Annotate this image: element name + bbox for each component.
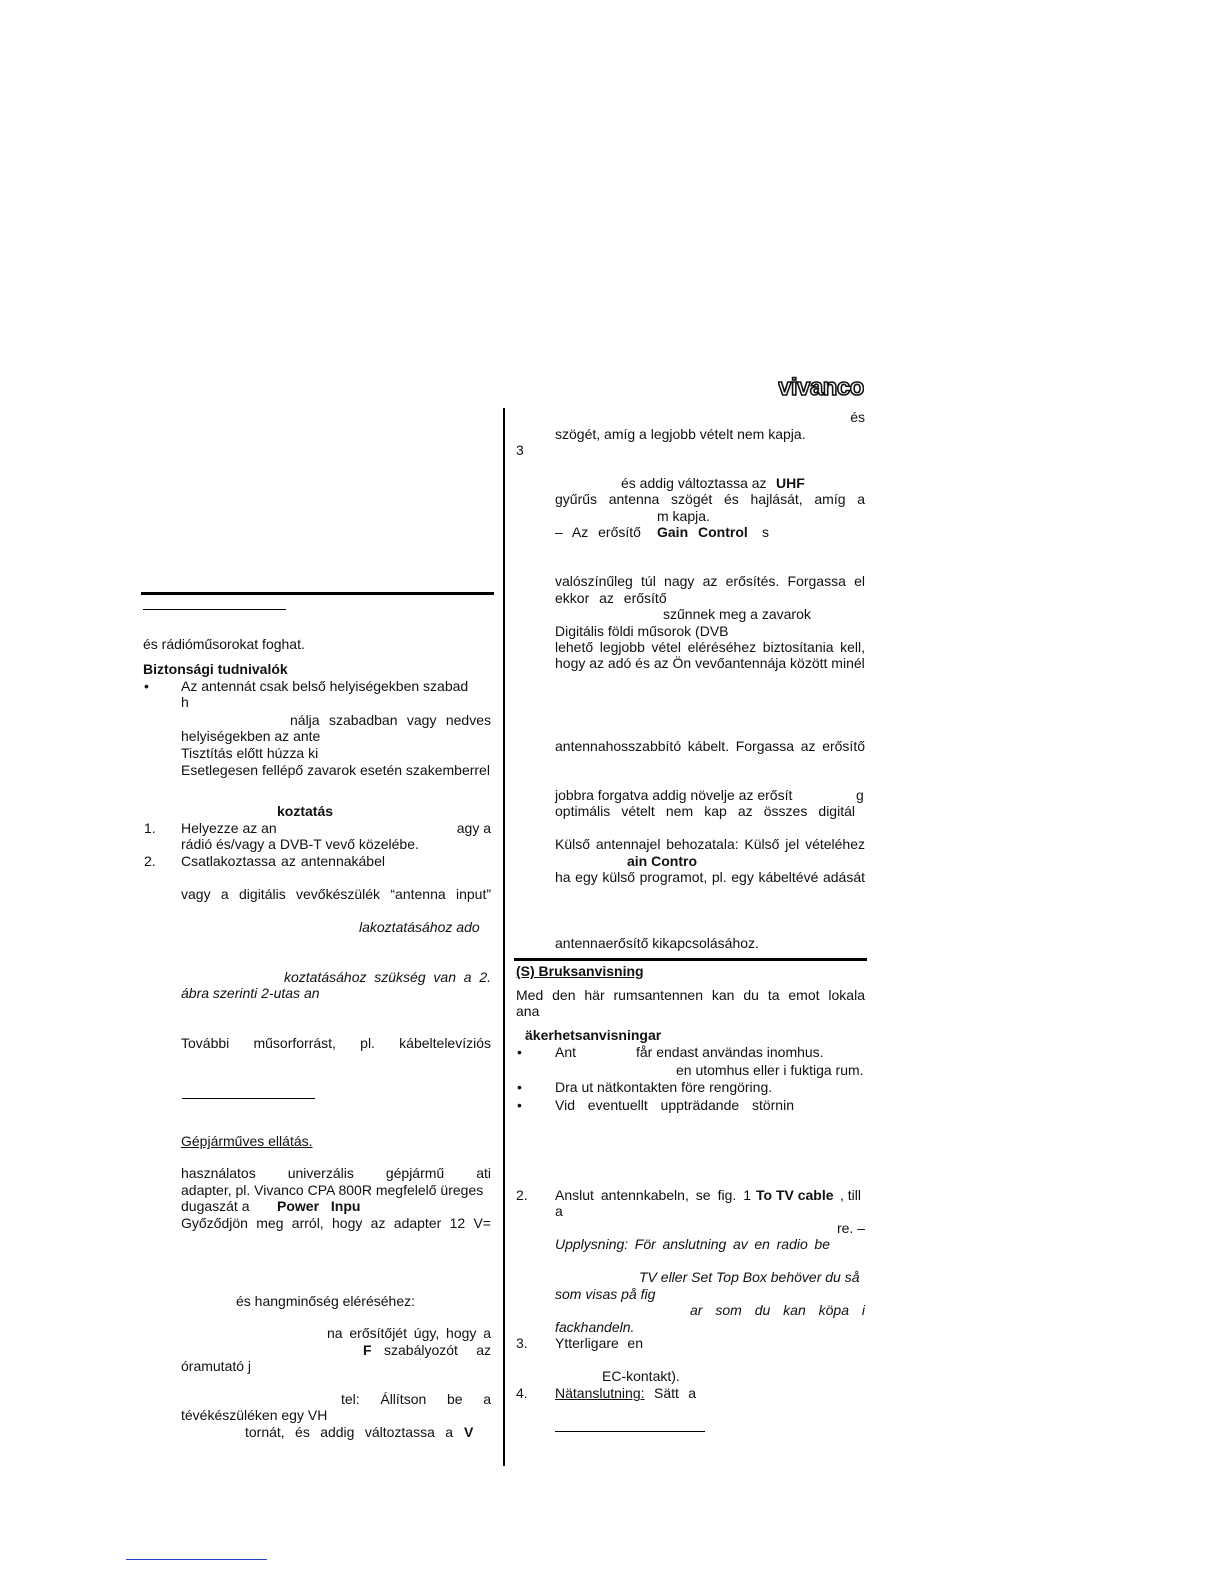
safety-text: nálja szabadban vagy nedves [290, 712, 491, 728]
safety-text: h [181, 694, 189, 710]
swedish-text: som visas på fig [555, 1286, 656, 1302]
left-mid-rule [182, 1098, 315, 1099]
right-text: antennaerősítő kikapcsolásához. [555, 935, 759, 951]
swedish-text: Sätt a [654, 1385, 696, 1401]
swedish-safety-heading: äkerhetsanvisningar [525, 1027, 662, 1043]
right-text: s [762, 524, 769, 540]
car-supply-heading: Gépjárműves ellátás. [181, 1133, 313, 1149]
bullet-icon: • [517, 1044, 522, 1060]
safety-heading: Biztonsági tudnivalók [143, 661, 288, 677]
list-number: 4. [516, 1385, 528, 1401]
right-text: Digitális földi műsorok (DVB [555, 623, 729, 639]
bullet-icon: • [144, 678, 149, 694]
swedish-text: får endast användas inomhus. [636, 1044, 824, 1060]
swedish-section-title: (S) Bruksanvisning [516, 963, 644, 979]
list-number: 3. [516, 1335, 528, 1351]
right-text: ekkor az erősítő [555, 590, 667, 606]
list-number: 3 [516, 442, 524, 458]
right-text: m kapja. [657, 508, 710, 524]
right-text: szögét, amíg a legjobb vételt nem kapja. [555, 426, 806, 442]
right-text: szűnnek meg a zavarok [663, 606, 811, 622]
swedish-text: Ant [555, 1044, 577, 1060]
swedish-text: Anslut antennkabeln, se fig. 1 [555, 1187, 751, 1203]
left-text-line: és rádióműsorokat foghat. [143, 636, 305, 652]
right-bottom-rule [555, 1431, 705, 1432]
quality-text: tévékészüléken egy VH [181, 1407, 328, 1423]
safety-item [181, 678, 491, 694]
list-number: 2. [516, 1187, 528, 1203]
vivanco-logo [778, 374, 864, 400]
list-text: Helyezze az an [181, 820, 277, 836]
swedish-text: Upplysning: För anslutning av en radio be [555, 1236, 830, 1252]
right-text: g [856, 787, 864, 803]
safety-text: Az antennát csak belső helyiségekben szabad [181, 678, 469, 694]
swedish-text: fackhandeln. [555, 1319, 635, 1335]
safety-text: Tisztítás előtt húzza ki [181, 745, 319, 761]
quality-text: óramutató j [181, 1358, 252, 1374]
list-text: További műsorforrást, pl. kábeltelevíziós [181, 1035, 491, 1051]
swedish-text: Med den här rumsantennen kan du ta emot lokala [516, 987, 865, 1003]
swedish-text: ar som du kan köpa i [690, 1302, 865, 1318]
car-text: dugaszát a [181, 1198, 250, 1214]
swedish-text: , till [840, 1187, 861, 1203]
svg-text:vivanco: vivanco [778, 374, 864, 400]
car-text: Power Inpu [277, 1198, 361, 1214]
list-text: agy a [456, 820, 491, 836]
section-heading: koztatás [277, 803, 334, 819]
right-text: optimális vételt nem kap az összes digitál [555, 803, 855, 819]
right-text: jobbra forgatva addig növelje az erősít [555, 787, 793, 803]
right-text: gyűrűs antenna szögét és hajlását, amíg a [555, 491, 865, 507]
quality-text: na erősítőjét úgy, hogy a [327, 1325, 491, 1341]
safety-text: Esetlegesen fellépő zavarok esetén szakemberrel [181, 762, 490, 778]
swedish-text: To TV cable [756, 1187, 834, 1203]
left-short-rule [143, 609, 286, 610]
quality-text: tornát, és addig változtassa a [245, 1424, 453, 1440]
swedish-text: TV eller Set Top Box behöver du så [639, 1269, 860, 1285]
right-text: és addig változtassa az [621, 475, 767, 491]
right-text: ha egy külső programot, pl. egy kábeltévé adását [555, 869, 865, 885]
list-text: vagy a digitális vevőkészülék “antenna input” [181, 886, 491, 902]
right-text: hogy az adó és az Ön vevőantennája között minél [555, 655, 865, 671]
quality-text: és hangminőség eléréséhez: [236, 1293, 416, 1309]
car-text: használatos univerzális gépjármű ati [181, 1165, 491, 1181]
swedish-text: en utomhus eller i fuktiga rum. [676, 1062, 864, 1078]
quality-text: szabályozót az [384, 1342, 491, 1358]
swedish-text: re. – [836, 1220, 865, 1236]
right-text: Gain Control [657, 524, 748, 540]
list-number: 1. [144, 820, 156, 836]
right-text: – Az erősítő [555, 524, 641, 540]
swedish-text: Ytterligare en [555, 1335, 643, 1351]
quality-text: F [363, 1342, 372, 1358]
safety-text: helyiségekben az ante [181, 728, 321, 744]
right-text: lehető legjobb vétel eléréséhez biztosítania kell, [555, 639, 865, 655]
swedish-text: Dra ut nätkontakten före rengöring. [555, 1079, 773, 1095]
right-section-rule [514, 958, 867, 961]
list-text: koztatásához szükség van a 2. [284, 969, 491, 985]
list-number: 2. [144, 853, 156, 869]
footnote-link-rule [126, 1559, 267, 1560]
right-text: valószínűleg túl nagy az erősítés. Forgassa el [555, 573, 865, 589]
car-text: adapter, pl. Vivanco CPA 800R megfelelő üreges [181, 1182, 484, 1198]
bullet-icon: • [517, 1097, 522, 1113]
quality-text: V [464, 1424, 474, 1440]
column-divider [503, 408, 505, 1466]
quality-text: tel: Állítson be a [341, 1391, 491, 1407]
car-text: Győződjön meg arról, hogy az adapter 12 V= [181, 1215, 491, 1231]
swedish-text: Vid eventuellt uppträdande störnin [555, 1097, 794, 1113]
right-text: és [850, 409, 865, 425]
left-section-rule [141, 592, 494, 595]
swedish-text: a [555, 1203, 563, 1219]
swedish-text: ana [516, 1003, 540, 1019]
list-text: Csatlakoztassa az antennakábel [181, 853, 385, 869]
swedish-text: EC-kontakt). [602, 1368, 680, 1384]
right-text: ain Contro [627, 853, 697, 869]
swedish-text: Nätanslutning: [555, 1385, 645, 1401]
list-text: ábra szerinti 2-utas an [181, 985, 320, 1001]
bullet-icon: • [517, 1079, 522, 1095]
list-text: lakoztatásához ado [359, 919, 480, 935]
right-text: Külső antennajel behozatala: Külső jel vételéhez [555, 836, 865, 852]
right-text: UHF [776, 475, 805, 491]
right-text: antennahosszabbító kábelt. Forgassa az erősítő [555, 738, 865, 754]
list-text: rádió és/vagy a DVB-T vevő közelébe. [181, 836, 419, 852]
